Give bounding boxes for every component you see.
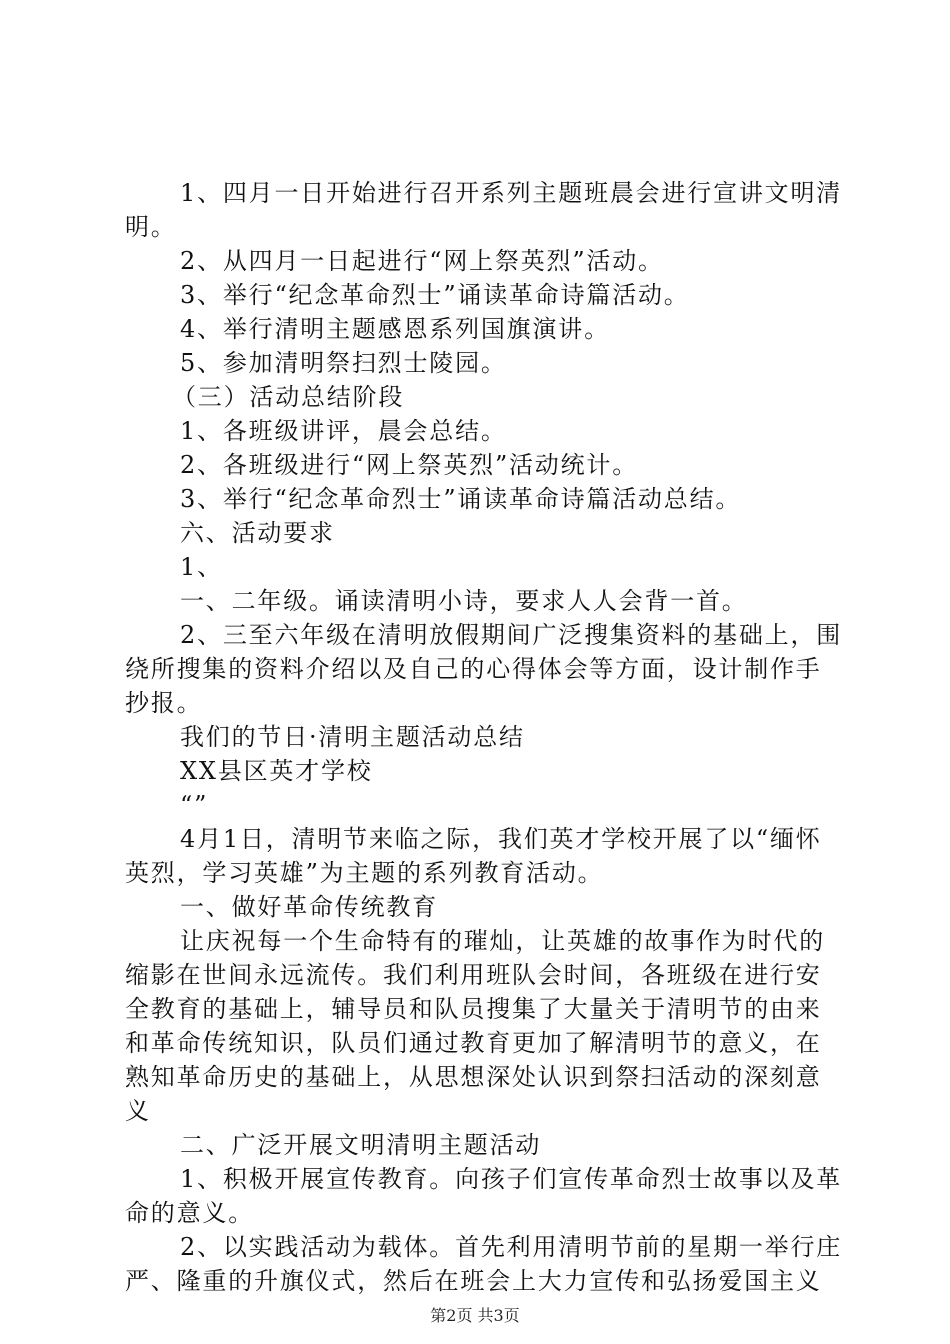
text-line: 全教育的基础上，辅导员和队员搜集了大量关于清明节的由来 <box>125 995 822 1023</box>
text-line: 让庆祝每一个生命特有的璀灿，让英雄的故事作为时代的 <box>180 927 825 955</box>
school-name: XX县区英才学校 <box>180 757 373 785</box>
document-title: 我们的节日·清明主题活动总结 <box>180 723 525 751</box>
section-heading: 二、广泛开展文明清明主题活动 <box>180 1131 542 1159</box>
text-line: 2、各班级进行“网上祭英烈”活动统计。 <box>180 451 639 479</box>
text-line: 1、各班级讲评，晨会总结。 <box>180 417 507 445</box>
text-line: 一、二年级。诵读清明小诗，要求人人会背一首。 <box>180 587 748 615</box>
text-line: 熟知革命历史的基础上，从思想深处认识到祭扫活动的深刻意 <box>125 1063 822 1091</box>
text-line: 1、 <box>180 553 223 581</box>
text-line: 抄报。 <box>125 689 203 717</box>
section-heading: （三）活动总结阶段 <box>172 383 405 411</box>
text-line: 2、三至六年级在清明放假期间广泛搜集资料的基础上，围 <box>180 621 843 649</box>
text-line: 绕所搜集的资料介绍以及自己的心得体会等方面，设计制作手 <box>125 655 822 683</box>
text-line: 4、举行清明主题感恩系列国旗演讲。 <box>180 315 610 343</box>
section-heading: 一、做好革命传统教育 <box>180 893 438 921</box>
text-line: 1、四月一日开始进行召开系列主题班晨会进行宣讲文明清 <box>180 179 843 207</box>
text-line: 缩影在世间永远流传。我们利用班队会时间，各班级在进行安 <box>125 961 822 989</box>
text-line: 3、举行“纪念革命烈士”诵读革命诗篇活动。 <box>180 281 690 309</box>
page-number-footer: 第2页 共3页 <box>430 1306 520 1325</box>
text-line: 1、积极开展宣传教育。向孩子们宣传革命烈士故事以及革 <box>180 1165 843 1193</box>
text-line: 和革命传统知识，队员们通过教育更加了解清明节的意义，在 <box>125 1029 822 1057</box>
text-line: 义 <box>125 1097 151 1125</box>
text-line: 4月1日，清明节来临之际，我们英才学校开展了以“缅怀 <box>180 825 822 853</box>
text-line: 英烈，学习英雄”为主题的系列教育活动。 <box>125 859 604 887</box>
quote-marks: “” <box>180 791 209 819</box>
text-line: 严、隆重的升旗仪式，然后在班会上大力宣传和弘扬爱国主义 <box>125 1267 822 1295</box>
text-line: 5、参加清明祭扫烈士陵园。 <box>180 349 507 377</box>
text-line: 2、从四月一日起进行“网上祭英烈”活动。 <box>180 247 664 275</box>
section-heading: 六、活动要求 <box>180 519 335 547</box>
text-line: 明。 <box>125 213 177 241</box>
text-line: 2、以实践活动为载体。首先利用清明节前的星期一举行庄 <box>180 1233 843 1261</box>
text-line: 3、举行“纪念革命烈士”诵读革命诗篇活动总结。 <box>180 485 742 513</box>
text-line: 命的意义。 <box>125 1199 254 1227</box>
